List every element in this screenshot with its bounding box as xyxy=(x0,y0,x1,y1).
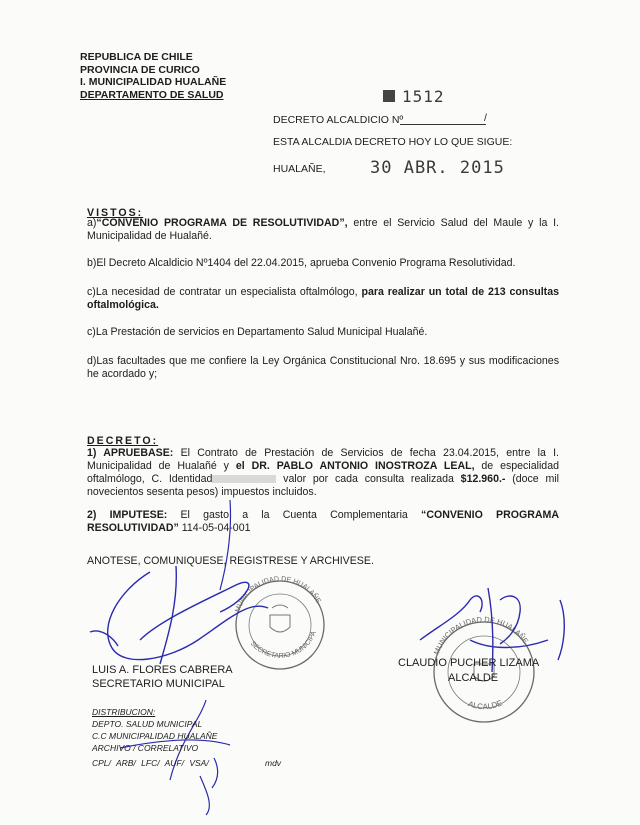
decreto-p1-bold1: 1) APRUEBASE: xyxy=(87,447,174,459)
decree-number-slash: / xyxy=(484,112,487,124)
decree-place: HUALAÑE, xyxy=(273,163,326,175)
vistos-a-text: entre el Servicio Salud del Maule y la I. Municipalidad de Hualañé. xyxy=(87,217,559,242)
signature-left-icon xyxy=(90,566,268,664)
header-country: REPUBLICA DE CHILE xyxy=(80,51,193,63)
vistos-a-bold: “CONVENIO PROGRAMA DE RESOLUTIVIDAD”, xyxy=(96,217,348,229)
decreto-p1-text1: El Contrato de Prestación de Servicios de fecha 23.04.2015, entre la I. Municipalidad de Hualañé y xyxy=(87,447,559,472)
decreto-title: DECRETO: xyxy=(87,435,159,447)
signatory-left-title: SECRETARIO MUNICIPAL xyxy=(92,678,225,690)
vistos-b: b)El Decreto Alcaldicio Nº1404 del 22.04.2015, aprueba Convenio Programa Resolutividad. xyxy=(87,257,516,269)
distribution-line2: C.C MUNICIPALIDAD HUALAÑE xyxy=(92,731,218,741)
vistos-d: d)Las facultades que me confiere la Ley Orgánica Constitucional Nro. 18.695 y sus modificaciones he acordado y; xyxy=(87,355,559,380)
header-municipality: I. MUNICIPALIDAD HUALAÑE xyxy=(80,76,227,88)
distribution-mdv: mdv xyxy=(265,758,282,768)
decree-number-stamp: 1512 xyxy=(402,87,445,106)
decreto-p2-bold2: “CONVENIO PROGRAMA RESOLUTIVIDAD” xyxy=(87,509,559,534)
decreto-p2-text2: 114-05-04-001 xyxy=(178,522,251,534)
decreto-p2-bold1: 2) IMPUTESE: xyxy=(87,509,168,521)
seal-right-top-text: MUNICIPALIDAD DE HUALAÑE xyxy=(431,614,531,656)
signatory-right-name: CLAUDIO PUCHER LIZAMA xyxy=(398,657,540,669)
decreto-p1-text3: valor por cada consulta realizada xyxy=(276,473,461,485)
decreto-p1-text2: de especialidad oftalmólogo, C. Identidad xyxy=(87,460,559,485)
decree-number-label: DECRETO ALCALDICIO Nº xyxy=(273,114,404,126)
signatory-left-name: LUIS A. FLORES CABRERA xyxy=(92,664,233,676)
seal-left-bottom-text: SECRETARIO MUNICIPA xyxy=(248,630,318,660)
decreto-p1-text4: (doce mil novecientos sesenta pesos) impuestos incluidos. xyxy=(87,473,559,498)
distribution-initials: CPL/ ARB/ LFC/ AUF/ VSA/ xyxy=(92,758,209,768)
vistos-c1-bold: para realizar un total de 213 consultas oftalmológica. xyxy=(87,286,559,311)
closing-line: ANOTESE, COMUNIQUESE, REGISTRESE Y ARCHIVESE. xyxy=(87,555,374,567)
header-province: PROVINCIA DE CURICO xyxy=(80,63,200,76)
vistos-c1-text: c)La necesidad de contratar un especialista oftalmólogo, xyxy=(87,286,362,298)
distribution-line1: DEPTO. SALUD MUNICIPAL xyxy=(92,719,203,729)
vistos-title: VISTOS: xyxy=(87,207,144,219)
header-department: DEPARTAMENTO DE SALUD xyxy=(80,88,224,101)
decreto-p1-bold3: $12.960.- xyxy=(460,473,506,485)
seal-left-top-text: MUNICIPALIDAD DE HUALAÑE xyxy=(234,575,322,614)
distribution-line3: ARCHIVO / CORRELATIVO xyxy=(92,743,199,753)
signatory-right-title: ALCALDE xyxy=(448,672,499,684)
decree-intro: ESTA ALCALDIA DECRETO HOY LO QUE SIGUE: xyxy=(273,136,513,148)
seal-left-icon xyxy=(0,0,324,669)
seal-right-bottom-text: ALCALDE xyxy=(466,698,504,712)
decree-date-stamp: 30 ABR. 2015 xyxy=(370,158,505,178)
decreto-p1-bold2: el DR. PABLO ANTONIO INOSTROZA LEAL, xyxy=(235,460,475,472)
vistos-a-prefix: a) xyxy=(87,217,97,229)
decreto-p2-text1: El gasto a la Cuenta Complementaria xyxy=(167,509,422,521)
distribution-heading: DISTRIBUCION: xyxy=(92,707,156,717)
vistos-c2: c)La Prestación de servicios en Departamento Salud Municipal Hualañé. xyxy=(87,326,428,338)
